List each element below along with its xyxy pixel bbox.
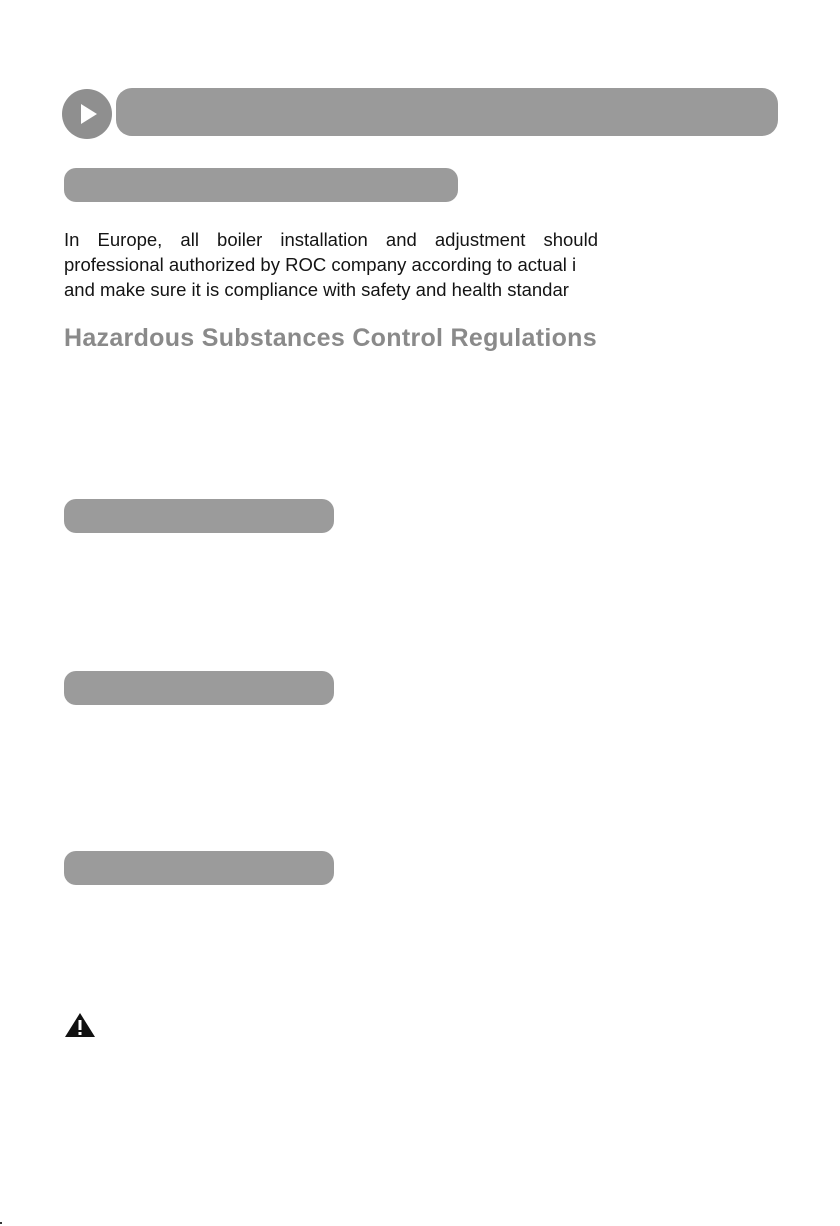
subsection-title-bar-4 — [64, 851, 334, 885]
intro-paragraph — [64, 227, 598, 302]
regulations-heading: Hazardous Substances Control Regulations — [64, 324, 597, 352]
subsection-title-bar-3 — [64, 671, 334, 705]
play-icon — [62, 89, 112, 139]
section-header-bar — [116, 88, 778, 136]
subsection-title-bar-2 — [64, 499, 334, 533]
page-mark — [0, 1222, 2, 1224]
subsection-title-bar — [64, 168, 458, 202]
warning-icon — [64, 1012, 96, 1038]
intro-line-3: and make sure it is compliance with safety and health standar — [64, 279, 569, 300]
intro-line-1: In Europe, all boiler installation and adjustment should — [64, 229, 598, 250]
intro-line-2: professional authorized by ROC company according to actual i — [64, 254, 577, 275]
